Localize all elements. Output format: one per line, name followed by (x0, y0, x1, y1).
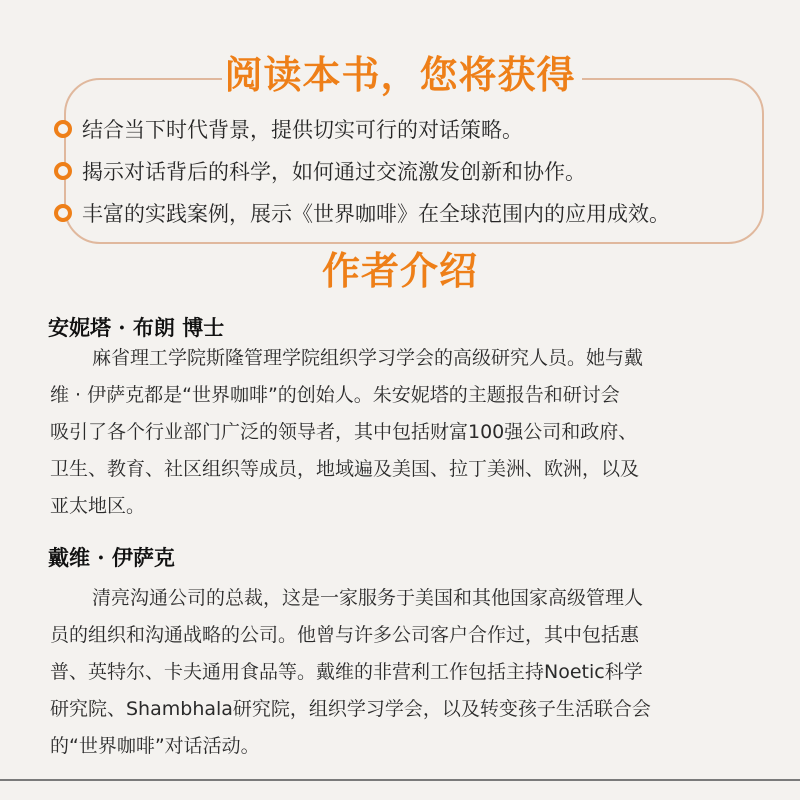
bottom-divider (0, 779, 800, 781)
authors-title: 作者介绍 (321, 249, 478, 293)
bio-line: 员的组织和沟通战略的公司。他曾与许多公司客户合作过，其中包括惠 (50, 624, 640, 646)
benefits-list (54, 108, 670, 234)
bullet-ring-icon (54, 204, 72, 222)
bio-line: 清亮沟通公司的总裁，这是一家服务于美国和其他国家高级管理人 (92, 587, 644, 609)
list-item (54, 108, 670, 150)
author-name: 戴维 · 伊萨克 (48, 545, 175, 570)
bio-line: 麻省理工学院斯隆管理学院组织学习学会的高级研究人员。她与戴 (92, 347, 644, 369)
author-bio (50, 580, 760, 765)
bio-line: 亚太地区。 (50, 495, 146, 517)
bullet-ring-icon (54, 120, 72, 138)
bullet-ring-icon (54, 162, 72, 180)
benefit-text: 结合当下时代背景，提供切实可行的对话策略。 (82, 118, 523, 142)
list-item (54, 192, 670, 234)
bio-line: 吸引了各个行业部门广泛的领导者，其中包括财富100强公司和政府、 (50, 421, 638, 443)
bio-line: 普、英特尔、卡夫通用食品等。戴维的非营利工作包括主持Noetic科学 (50, 661, 643, 683)
list-item (54, 150, 670, 192)
bio-line: 卫生、教育、社区组织等成员，地域遍及美国、拉丁美洲、欧洲，以及 (50, 458, 640, 480)
benefit-text: 丰富的实践案例，展示《世界咖啡》在全球范围内的应用成效。 (82, 202, 670, 226)
benefits-title: 阅读本书，您将获得 (224, 53, 576, 97)
author-bio (50, 340, 760, 525)
bio-line: 研究院、Shambhala研究院，组织学习学会，以及转变孩子生活联合会 (50, 698, 651, 720)
benefit-text: 揭示对话背后的科学，如何通过交流激发创新和协作。 (82, 160, 586, 184)
bio-line: 维 · 伊萨克都是“世界咖啡”的创始人。朱安妮塔的主题报告和研讨会 (50, 384, 620, 406)
bio-line: 的“世界咖啡”对话活动。 (50, 735, 260, 757)
author-name: 安妮塔 · 布朗 博士 (48, 315, 225, 340)
